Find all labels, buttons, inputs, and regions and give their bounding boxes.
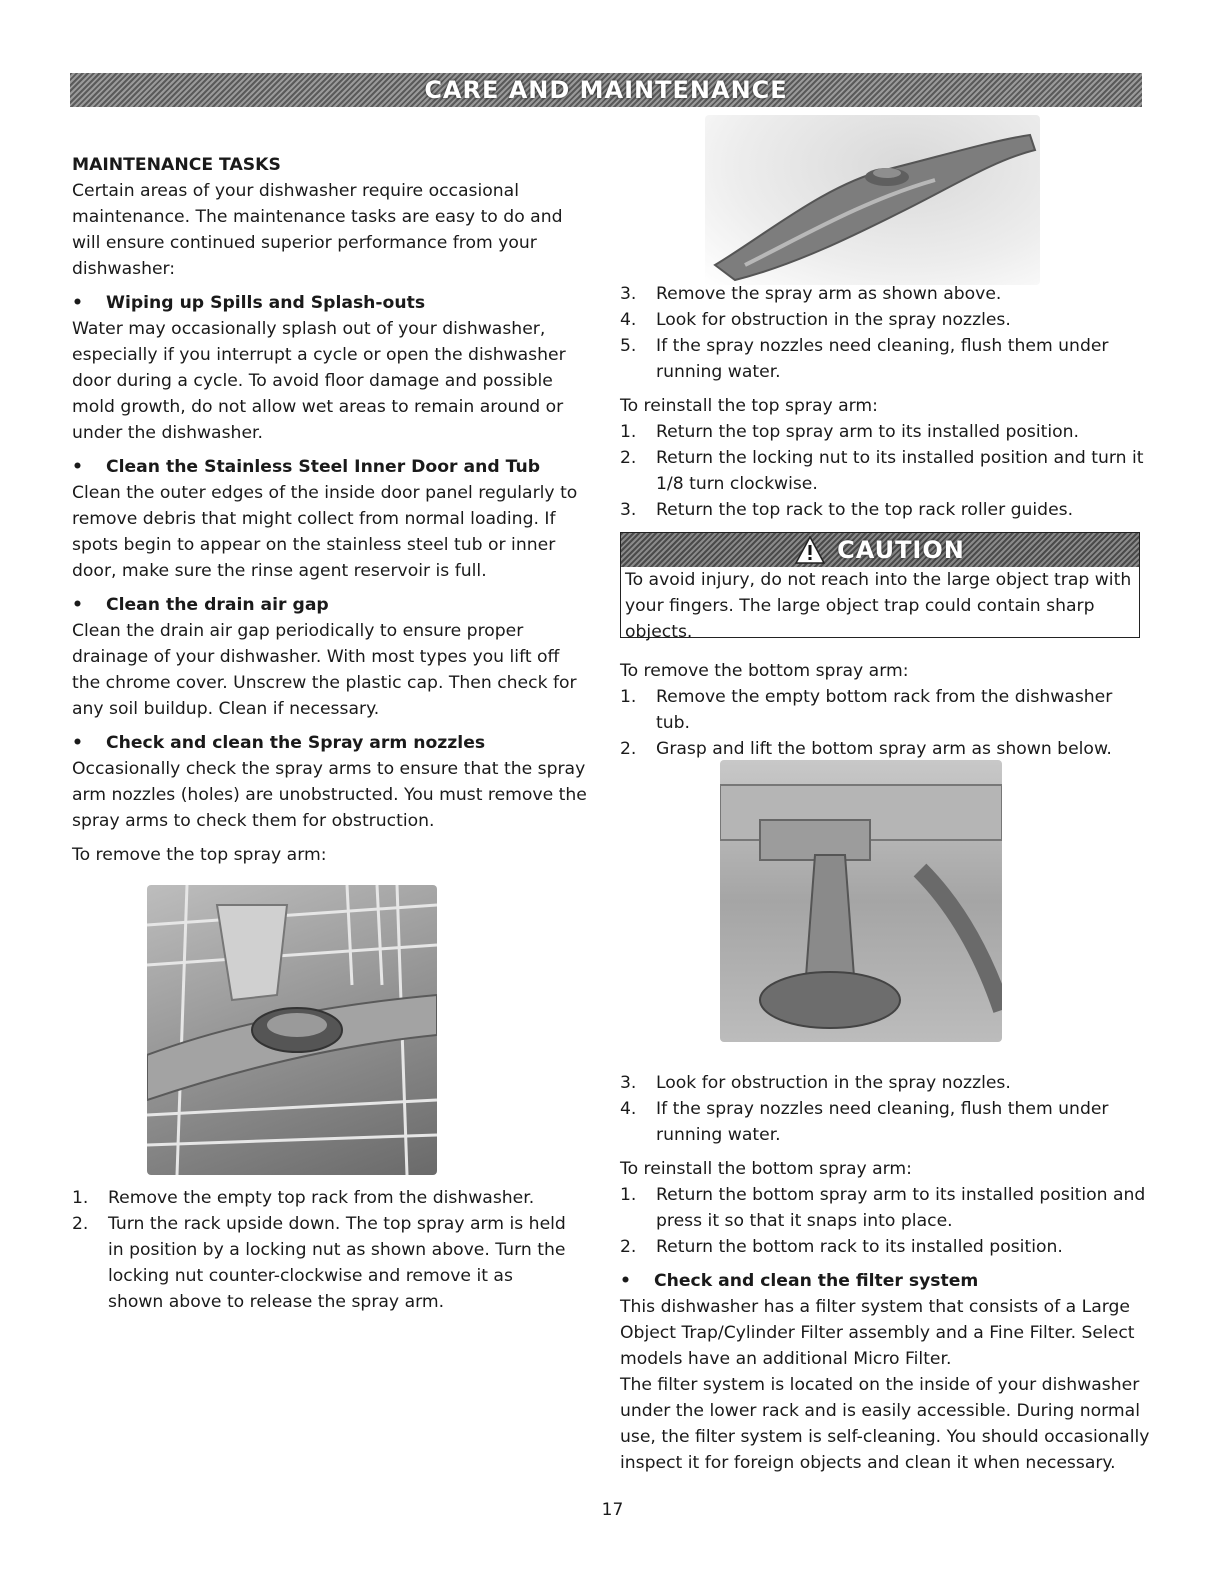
filter-paragraph-2: The filter system is located on the inside of your dishwasher under the lower rack and is easily accessible. During normal use, the filter system is self-cleaning. You should occasionally inspect it for foreign objects and clean it when necessary. bbox=[620, 1375, 1150, 1473]
section-title-spray-arm-nozzles: Check and clean the Spray arm nozzles bbox=[106, 733, 486, 753]
caution-text: To avoid injury, do not reach into the large object trap with your fingers. The large object trap could contain sharp objects. bbox=[625, 570, 1132, 642]
caution-header bbox=[621, 533, 1139, 567]
list-item: 2. Return the locking nut to its installed position and turn it 1/8 turn clockwise. bbox=[620, 448, 1144, 494]
stainless-steel-paragraph: Clean the outer edges of the inside door panel regularly to remove debris that might collect from normal loading. If spots begin to appear on the stainless steel tub or inner door, make sure the rinse agent reservoir is full. bbox=[72, 483, 578, 581]
right-column-middle bbox=[620, 658, 1140, 770]
page-number: 17 bbox=[601, 1500, 624, 1520]
bullet-heading: • Clean the Stainless Steel Inner Door and Tub bbox=[72, 457, 540, 477]
list-item: 1. Remove the empty top rack from the dishwasher. bbox=[72, 1188, 535, 1208]
reinstall-bottom-arm-intro: To reinstall the bottom spray arm: bbox=[620, 1159, 912, 1179]
wiping-spills-paragraph: Water may occasionally splash out of your dishwasher, especially if you interrupt a cycle or open the dishwasher door during a cycle. To avoid floor damage and possible mold growth, do not allow wet areas to remain around or under the dishwasher. bbox=[72, 319, 566, 443]
bullet-heading: • Check and clean the Spray arm nozzles bbox=[72, 733, 486, 753]
list-item: 3. Look for obstruction in the spray nozzles. bbox=[620, 1073, 1011, 1093]
list-item: 3. Remove the spray arm as shown above. bbox=[620, 284, 1002, 304]
section-title-filter-system: Check and clean the filter system bbox=[654, 1271, 979, 1291]
reinstall-bottom-arm-steps bbox=[620, 1182, 1150, 1260]
list-item: 4. If the spray nozzles need cleaning, flush them under running water. bbox=[620, 1099, 1109, 1145]
maintenance-tasks-heading: MAINTENANCE TASKS bbox=[72, 155, 281, 175]
banner-title: CARE AND MAINTENANCE bbox=[424, 76, 788, 104]
reinstall-top-arm-steps bbox=[620, 419, 1150, 523]
bottom-spray-arm-photo bbox=[720, 760, 1002, 1042]
remove-top-arm-intro: To remove the top spray arm: bbox=[72, 845, 327, 865]
remove-top-arm-steps bbox=[72, 1185, 572, 1315]
right-column-lower bbox=[620, 1070, 1150, 1484]
top-rack-photo bbox=[147, 885, 437, 1175]
drain-air-gap-paragraph: Clean the drain air gap periodically to ensure proper drainage of your dishwasher. With most types you lift off the chrome cover. Unscrew the plastic cap. Then check for any soil buildup. Clean if necessary. bbox=[72, 621, 577, 719]
bullet-heading: • Wiping up Spills and Splash-outs bbox=[72, 293, 426, 313]
section-title-wiping-spills: Wiping up Spills and Splash-outs bbox=[106, 293, 426, 313]
list-item: 2. Grasp and lift the bottom spray arm as shown below. bbox=[620, 739, 1112, 759]
bullet-heading: • Check and clean the filter system bbox=[620, 1271, 979, 1291]
list-item: 1. Return the bottom spray arm to its installed position and press it so that it snaps into place. bbox=[620, 1185, 1146, 1231]
remove-top-arm-steps-continued bbox=[620, 281, 1150, 385]
spray-arm-nozzles-paragraph: Occasionally check the spray arms to ensure that the spray arm nozzles (holes) are unobstructed. You must remove the spray arms to check them for obstruction. bbox=[72, 759, 587, 831]
list-item: 2. Turn the rack upside down. The top spray arm is held in position by a locking nut as shown above. Turn the locking nut counter-clockwise and remove it as shown above to release the spray arm. bbox=[72, 1214, 566, 1312]
reinstall-top-arm-intro: To reinstall the top spray arm: bbox=[620, 396, 878, 416]
list-item: 2. Return the bottom rack to its installed position. bbox=[620, 1237, 1063, 1257]
left-column-steps bbox=[72, 1185, 572, 1323]
list-item: 3. Return the top rack to the top rack roller guides. bbox=[620, 500, 1074, 520]
section-title-drain-air-gap: Clean the drain air gap bbox=[106, 595, 329, 615]
list-item: 1. Return the top spray arm to its installed position. bbox=[620, 422, 1079, 442]
caution-label: CAUTION bbox=[837, 536, 965, 564]
list-item: 5. If the spray nozzles need cleaning, flush them under running water. bbox=[620, 336, 1109, 382]
list-item: 4. Look for obstruction in the spray nozzles. bbox=[620, 310, 1011, 330]
intro-paragraph: Certain areas of your dishwasher require occasional maintenance. The maintenance tasks are easy to do and will ensure continued superior performance from your dishwasher: bbox=[72, 181, 563, 279]
filter-paragraph-1: This dishwasher has a filter system that consists of a Large Object Trap/Cylinder Filter assembly and a Fine Filter. Select models have an additional Micro Filter. bbox=[620, 1297, 1135, 1369]
right-column-upper bbox=[620, 281, 1150, 531]
section-banner bbox=[70, 73, 1142, 107]
list-item: 1. Remove the empty bottom rack from the dishwasher tub. bbox=[620, 687, 1113, 733]
remove-bottom-arm-intro: To remove the bottom spray arm: bbox=[620, 661, 909, 681]
left-column bbox=[72, 152, 592, 876]
caution-box bbox=[620, 532, 1140, 642]
section-title-stainless-steel: Clean the Stainless Steel Inner Door and Tub bbox=[106, 457, 540, 477]
bottom-arm-steps-continued bbox=[620, 1070, 1150, 1148]
warning-triangle-icon bbox=[795, 536, 825, 564]
remove-bottom-arm-steps bbox=[620, 684, 1140, 762]
bullet-heading: • Clean the drain air gap bbox=[72, 595, 329, 615]
top-spray-arm-photo bbox=[705, 115, 1040, 285]
